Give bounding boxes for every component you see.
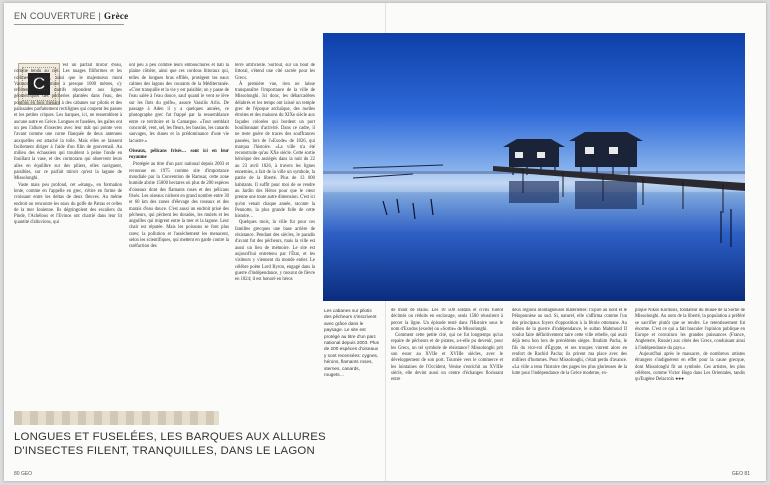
folio-left: 80 GEO bbox=[14, 471, 33, 477]
paragraph: Quelques mois, la ville fut pour ces familles grecques une base arrière de résistance. Pendant des siècles, le paradis d'avant fut des pêcheurs, mais la ville est aussi un lieu de mémoire. Le site est aujourd'hui entretenu par l'État, et les visiteurs y viennent du monde entier. Le célèbre poète Lord Byron, engagé dans la guerre d'indépendance, y mourut de fièvre en 1824; il est honoré en héros bbox=[235, 220, 315, 283]
right-column-3 bbox=[635, 308, 745, 473]
dropcap-letter: C bbox=[28, 73, 50, 95]
lagoon-photo-illustration bbox=[323, 33, 745, 301]
paragraph: plique Nikos Kordosis, fondateur du musée de la Sortie de Missolonghi. Au nom de la liberté, la population a préféré se sacrifier plutôt que se rendre. Le retentissement fut énorme. C'est ce qui a fait basculer l'opinion publique en Europe et convaincu les grandes puissances (France, Angleterre, Russie) aux côtés des Grecs, conduisant ainsi à l'indépendance du pays.» bbox=[635, 308, 745, 351]
folio-right: GEO 81 bbox=[731, 471, 750, 477]
paragraph: ont peu à peu comblé leurs embouchures et bâti la plaine côtière, ainsi que ces cordons littoraux qui, telles de longues bras effilés, protègent les eaux calmes des lagons des courants de la Méditerranée. «C'est tranquille et la vie y est paisible; on y passe de l'eau salée à l'eau douce, sauf quand le vent se lève sur les îlots du golfe», assure Vassilis Arlis. De passage à Aden il y a quelques années, ce photographe grec fut frappé par la ressemblance entre ce territoire et la Camargue. «Tout semblait concordé, vent, sel, les fleurs, les bassins, les canards sauvages, les dunes et la prédominance d'une vie lacustre.» bbox=[129, 63, 229, 144]
paragraph: Aujourd'hui après le massacre, de nombreux artistes étrangers s'indignèrent en effet pour la cause grecque, dont Missolonghi fit un symbole. Ces artistes, les plus célèbres, comme Victor Hugo dans Les Orientales, tandis qu'Eugène Delacroix ●●● bbox=[635, 352, 745, 383]
magazine-spread bbox=[4, 3, 766, 481]
rubric-section: EN COUVERTURE bbox=[14, 11, 96, 21]
paragraph: Vaste mais peu profond, cet «étang», en formation lente, comme en l'appelle en grec, s'étire en forme de croissant entre les deltas de deux fleuves. Au même endroit on rencontre les eaux du golfe de Patras et celles de la mer Ionienne. Ils dégringolent des escaliers du Pinde, l'Achéloos et l'Evinos ont charrié dans leur lit quantité d'alluvions, qui bbox=[14, 182, 122, 226]
paragraph: de mont de Bains. Les 10 500 soldats et civils furent décimés ou réduits en esclavage, seuls 1500 réussirent à percer la ligne. Un épisode resté dans l'Histoire sous le nom d'Exodos (exode) ou «Sortie» de Missolonghi. bbox=[391, 308, 503, 332]
left-column-3 bbox=[235, 63, 315, 401]
rubric-topic: Grèce bbox=[104, 11, 129, 21]
paragraph: Comment cette petite cité, qui ne fut longtemps qu'un repaire de pêcheurs et de pirates, a-t-elle pu devenir, pour les Grecs, un tel symbole de résistance? Missolonghi prit son essor au XVIIe et XVIIIe siècles, avec le développement de son port. Tournée vers le commerce et les lointaines de l'Occident, Venise s'enrichit au XVIIIe siècle, elle devint aussi un centre d'échanges florissant entre bbox=[391, 333, 503, 383]
right-column-1 bbox=[391, 308, 503, 473]
headline-ornament-band bbox=[14, 411, 219, 425]
pull-quote-headline: LONGUES ET FUSELÉES, LES BARQUES AUX ALLURES D'INSECTES FILENT, TRANQUILLES, DANS LE LAGON bbox=[14, 431, 326, 457]
photo-caption: Les cabanes sur pilotis des pêcheurs s'inscrivent avec grâce dans le paysage. Le site est protégé au titre d'un parc national depuis 2003. Plus de 200 espèces d'oiseaux y sont recensées: cygnes, hérons, flamants roses, sternes, canards, rougets… bbox=[324, 308, 379, 378]
left-column-1 bbox=[14, 63, 122, 401]
rubric-underline bbox=[14, 24, 124, 25]
subheading: Oiseaux, pélicans frisés… sont ici en leur royaume bbox=[129, 148, 229, 161]
section-rubric bbox=[14, 11, 128, 21]
paragraph: À première vue, rien ne laisse transparaître l'importance de la ville de Missolonghi. Ici donc, les débarcadères délabrés et les temps ont laissé un temple grec de l'époque archaïque, des ruelles étroites et des maisons du XIXe siècle aux façades colorées qui bordent un port bouillonnant d'activité. Dans ce cadre, il ne reste guère de traces des souffrances passées, lors de l'«Exode» de 1826, qui marqua l'histoire. «La ville n'a été reconstruite qu'au XXe siècle. Cette sortie héroïque des assiégés dans la nuit du 22 au 23 avril 1826, à travers les lignes ennemies, a fait de la ville un symbole, la patrie de la liberté. Plus de 13 000 habitants. Il suffit pour moi de se rendre au Jardin des Héros pour que le cœur prenne une toute autre dimension. C'est ici qu'on venait chaque année, raconte la Pennotte, la plus grande folle de cette histoire… bbox=[235, 81, 315, 220]
paragraph: 'est un parfait miroir d'eau, comme tendu au ciel. Les nuages filiformes et les collines arrondies, ainsi que le majestueux mont Varasova qui culmine à presque 1000 mètres, s'y reflètent. Leurs motifs répondent aux lignes géométriques des pêcheries plantées dans l'eau, des pontons en bois menant à des cabanes sur pilotis et des palissades parfaitement rectilignes qui coupent les passes et les petites criques. Les barques, ici, ne ressemblent à aucune autre en Grèce. Longues et fuselées, les gaïtes ont un peu l'allure d'insectes avec leur mât qui pointe vers l'avant comme une corne flanquée de deux antennes auxquelles est attaché la toile. Mais elles se laissent facilement diriger à l'aide d'un filin de gouvernail. Au milieu des échassiers qui troublent à peine l'onde en fouillant la vase, et des cormorans qui observent leurs ailes en équilibre sur des piliers, elles naviguent, paisibles, sur ce parfait miroir qu'est la lagune de Missolonghi. bbox=[14, 63, 122, 182]
paragraph: deux régions montagneuses matérielles: l'Épire au nord et le Péloponnèse au sud. Si, naturel, elle s'affirma comme l'un des principaux foyers d'opposition à la férule ottomane. Au milieu de la guerre d'indépendance, le sultan Mahmoud II voulut faire définitivement taire cette ville rebelle, qui avait déjà tenu bon lors de précédents sièges. Ibrahim Pacha, le fils du vice-roi d'Égypte, et ses troupes vinrent alors en renfort de Rachid Pacha; ils prirent ma place avec des milliers d'hommes. Pour Missolonghi, c'était perdu d'avance. «La ville a tenu l'histoire des pages les plus glorieuses de la lutte pour l'indépendance de la Grèce moderne, ex- bbox=[512, 308, 627, 376]
paragraph: Protégée au titre d'un parc national depuis 2003 et reconnue en 1975 comme site d'importance mondiale par la Convention de Ramsar, cette zone humide abrite 15000 hectares où plus de 200 espèces d'oiseaux dont des flamants roses et des pélicans frisés. Les oiseaux nichent en grand nombre entre 30 et 60 km des zones d'élevage des roseaux et des marais d'eau douce. C'est aussi un endroit prisé des pêcheurs, qui pêchent les dorades, les mulets et les anguilles qui migrent entre la mer et la lagune. Leur chair est réputée. Mais les poissons se font plus rares; la pollution et l'assèchement les menacent, selon les scientifiques, qui mettent en garde contre la raréfaction des bbox=[129, 162, 229, 250]
paragraph: terre artificielle. Surtout, sur un bout de littoral, s'étend une cité sacrée pour les Grecs. bbox=[235, 63, 315, 81]
lagoon-photo bbox=[323, 33, 745, 301]
rubric-separator: | bbox=[95, 11, 104, 21]
left-column-2 bbox=[129, 63, 229, 401]
right-column-2 bbox=[512, 308, 627, 473]
